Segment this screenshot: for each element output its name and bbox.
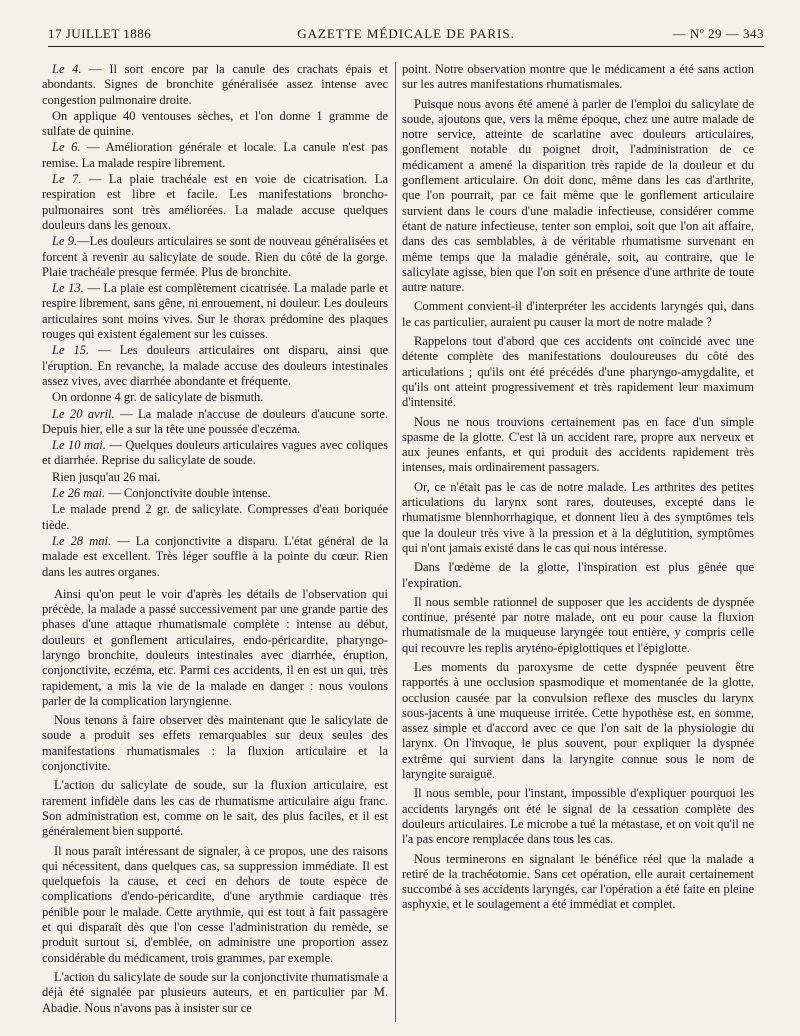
body-paragraph: Or, ce n'était pas le cas de notre malade. Les arthrites des petites articulations du larynx sont rares, douteuses, excepté dans le rhumatisme blennhorrhagique, et donnent lieu à des symptômes tels que la douleur très vive à la pression et à la déglutition, symptômes qui n'ont jamais existé dans le cas qui nous intéresse. bbox=[402, 479, 754, 555]
bulletin-date: Le 20 avril. bbox=[52, 406, 115, 421]
bulletin-entry bbox=[42, 281, 388, 342]
bulletin-text: — Il sort encore par la canule des crachats épais et abondants. Signes de bronchite généralisée assez intense avec congestion pulmonaire droite. bbox=[42, 62, 388, 107]
daily-observations bbox=[42, 62, 388, 580]
bulletin-entry bbox=[42, 62, 388, 108]
body-paragraph: L'action du salicylate de soude sur la conjonctivite rhumatismale a déjà été signalée par plusieurs auteurs, et en particulier par M. Abadie. Nous n'avons pas à insister sur ce bbox=[42, 969, 388, 1015]
bulletin-entry bbox=[42, 470, 388, 485]
bulletin-entry bbox=[42, 234, 388, 280]
bulletin-date: Le 15. bbox=[52, 343, 90, 358]
body-paragraph: Il nous semble rationnel de supposer que les accidents de dyspnée continue, présenté par notre malade, ont eu pour cause la fluxion rhumatismale de la muqueuse laryngée tout entière, y compris celle qui recouvre les replis aryténo-épiglottiques et l'épiglotte. bbox=[402, 594, 754, 655]
header-title: GAZETTE MÉDICALE DE PARIS. bbox=[297, 26, 515, 41]
bulletin-text: On applique 40 ventouses sèches, et l'on donne 1 gramme de sulfate de quinine. bbox=[42, 108, 388, 139]
header-issue-page: — Nº 29 — 343 bbox=[672, 26, 764, 41]
column-divider bbox=[395, 62, 396, 1022]
body-paragraph: Dans l'œdème de la glotte, l'inspiration est plus gênée que l'expiration. bbox=[402, 560, 754, 590]
bulletin-entry bbox=[42, 172, 388, 233]
bulletin-text: —Les douleurs articulaires se sont de nouveau généralisées et forcent à revenir au salicylate de soude. Rien du côté de la gorge. Plaie trachéale presque fermée. Plus de bronchite. bbox=[42, 234, 388, 279]
bulletin-date: Le 13. bbox=[52, 281, 84, 296]
bulletin-entry bbox=[42, 390, 388, 405]
bulletin-text: Le malade prend 2 gr. de salicylate. Compresses d'eau boriquée tiède. bbox=[42, 502, 388, 532]
bulletin-date: Le 9. bbox=[52, 234, 78, 249]
bulletin-text: On ordonne 4 gr. de salicylate de bismuth. bbox=[52, 390, 264, 405]
bulletin-text: — La plaie trachéale est en voie de cicatrisation. La respiration est libre et facile. Les manifestations broncho-pulmonaires sont très améliorées. La malade accuse quelques douleurs dans les genoux. bbox=[42, 172, 388, 232]
body-paragraph: L'action du salicylate de soude, sur la fluxion articulaire, est rarement infidèle dans les cas de rhumatisme articulaire aigu franc. Son administration est, comme on le sait, des plus faciles, et il est généralement bien supporté. bbox=[42, 778, 388, 839]
bulletin-entry bbox=[42, 140, 388, 171]
header-date: 17 JUILLET 1886 bbox=[48, 26, 152, 41]
body-paragraph: Puisque nous avons été amené à parler de l'emploi du salicylate de soude, ajoutons que, vers la même époque, chez une autre malade de notre service, atteinte de scarlatine avec douleurs articulaires, gonflement notable du poignet droit, l'administration de ce médicament a amené la disparition très rapide de la douleur et du gonflement articulaire. On doit donc, même dans les cas d'arthrite, que l'on pourrait, par ce fait même que le gonflement articulaire survient dans le cours d'une maladie infectieuse, considérer comme étant de nature infectieuse, tenter son emploi, soit que l'on ait affaire, dans des cas semblables, à de véritable rhumatisme survenant en même temps que la maladie générale, soit, au contraire, que le salicylate agisse, bien que l'on soit en présence d'une arthrite de toute autre nature. bbox=[402, 96, 754, 295]
bulletin-entry bbox=[42, 486, 388, 501]
body-paragraph: Nous terminerons en signalant le bénéfice réel que la malade a retiré de la trachéotomie. Sans cet opération, elle aurait certainement succombé à ses accidents laryngés, car l'opération a été faite en pleine asphyxie, et le soulagement a été immédiat et complet. bbox=[402, 851, 754, 912]
body-paragraph-continued: point. Notre observation montre que le médicament a été sans action sur les autres manifestations rhumatismales. bbox=[402, 62, 754, 92]
bulletin-entry bbox=[42, 343, 388, 389]
bulletin-text: — La malade n'accuse de douleurs d'aucune sorte. Depuis hier, elle a sur la tête une poussée d'eczéma. bbox=[42, 406, 388, 436]
body-paragraph: Nous ne nous trouvions certainement pas en face d'un simple spasme de la glotte. C'est là un accident rare, propre aux nerveux et aux jeunes enfants, et qui produit des accidents rapidement très intenses, mais ordinairement passagers. bbox=[402, 414, 754, 475]
body-paragraph: Nous tenons à faire observer dès maintenant que le salicylate de soude a produit ses effets remarquables sur deux seules des manifestations rhumatismales : la fluxion articulaire et la conjonctivite. bbox=[42, 713, 388, 774]
right-column bbox=[402, 62, 754, 1022]
bulletin-entry bbox=[42, 407, 388, 438]
bulletin-text: — Conjonctivite double intense. bbox=[105, 486, 271, 501]
body-paragraph: Les moments du paroxysme de cette dyspnée peuvent être rapportés à une occlusion spasmodique et momentanée de la glotte, occlusion causée par la convulsion reflexe des muscles du larynx sous-jacents à une muqueuse irritée. Cette hypothèse est, en somme, assez simple et d'accord avec ce que l'on sait de la physiologie du larynx. On l'invoque, le plus souvent, pour expliquer la dyspnée extrême qui survient dans la laryngite connue sous le nom de laryngite suraiguë. bbox=[402, 659, 754, 782]
bulletin-date: Le 6. bbox=[52, 140, 81, 155]
body-paragraph: Rappelons tout d'abord que ces accidents ont coïncidé avec une détente complète des manifestations douloureuses du côté des articulations ; qu'ils ont été précédés d'une pharyngo-amygdalite, et qu'ils ont atteint progressivement et très rapidement leur maximum d'intensité. bbox=[402, 334, 754, 410]
page-header bbox=[48, 20, 764, 47]
bulletin-date: Le 4. bbox=[52, 62, 82, 76]
bulletin-date: Le 7. bbox=[52, 172, 82, 187]
bulletin-text: Rien jusqu'au 26 mai. bbox=[52, 469, 161, 484]
left-column bbox=[42, 62, 388, 1022]
bulletin-date: Le 28 mai. bbox=[52, 533, 112, 548]
bulletin-text: — Quelques douleurs articulaires vagues avec coliques et diarrhée. Reprise du salicylate de soude. bbox=[42, 438, 388, 468]
bulletin-entry bbox=[42, 109, 388, 140]
bulletin-date: Le 10 mai. bbox=[52, 438, 106, 453]
bulletin-text: — La conjonctivite a disparu. L'état général de la malade est excellent. Très léger souffle à la pointe du cœur. Rien dans les autres organes. bbox=[42, 533, 388, 579]
bulletin-entry bbox=[42, 534, 388, 580]
bulletin-text: — Amélioration générale et locale. La canule n'est pas remise. La malade respire librement. bbox=[42, 140, 388, 170]
bulletin-date: Le 26 mai. bbox=[52, 486, 106, 501]
body-paragraph: Ainsi qu'on peut le voir d'après les détails de l'observation qui précède, la malade a passé successivement par une grande partie des phases d'une attaque rhumatismale complète : intense au début, douleurs et gonflement articulaires, endo-péricardite, pharyngo-laryngo bronchite, douleurs intestinales avec diarrhée, éruption, conjonctivite, eczéma, etc. Parmi ces accidents, il en est un qui, très rapidement, a mis la vie de la malade en danger : nous voulons parler de la complication laryngienne. bbox=[42, 586, 388, 708]
body-paragraph: Comment convient-il d'interpréter les accidents laryngés qui, dans le cas particulier, auraient pu causer la mort de notre malade ? bbox=[402, 299, 754, 329]
bulletin-entry bbox=[42, 438, 388, 469]
body-paragraph: Il nous semble, pour l'instant, impossible d'expliquer pourquoi les accidents laryngés ont été le signal de la cessation complète des douleurs articulaires. Le microbe a tué la métastase, et on voit qu'il ne l'a pas encore remplacée dans tous les cas. bbox=[402, 786, 754, 847]
bulletin-text: — La plaie est complètement cicatrisée. La malade parle et respire librement, sans gêne, ni enrouement, ni douleur. Les douleurs articulaires sont moins vives. Sur le thorax prédomine des plaques rouges qui existent également sur les cuisses. bbox=[42, 281, 388, 342]
bulletin-text: — Les douleurs articulaires ont disparu, ainsi que l'éruption. En revanche, la malade accuse des douleurs intestinales assez vives, avec diarrhée abondante et fréquente. bbox=[42, 343, 388, 388]
bulletin-entry bbox=[42, 502, 388, 533]
body-paragraph: Il nous paraît intéressant de signaler, à ce propos, une des raisons qui nécessitent, dans quelques cas, sa suppression immédiate. Il est quelquefois la cause, et ceci en dehors de toute espèce de complications d'endo-péricardite, d'une arythmie cardiaque très pénible pour le malade. Cette arythmie, qui est tout à fait passagère et qui disparaît dès que l'on cesse l'administration du remède, se produit surtout si, d'emblée, on administre une proportion assez considérable du médicament, trois grammes, par exemple. bbox=[42, 843, 388, 965]
